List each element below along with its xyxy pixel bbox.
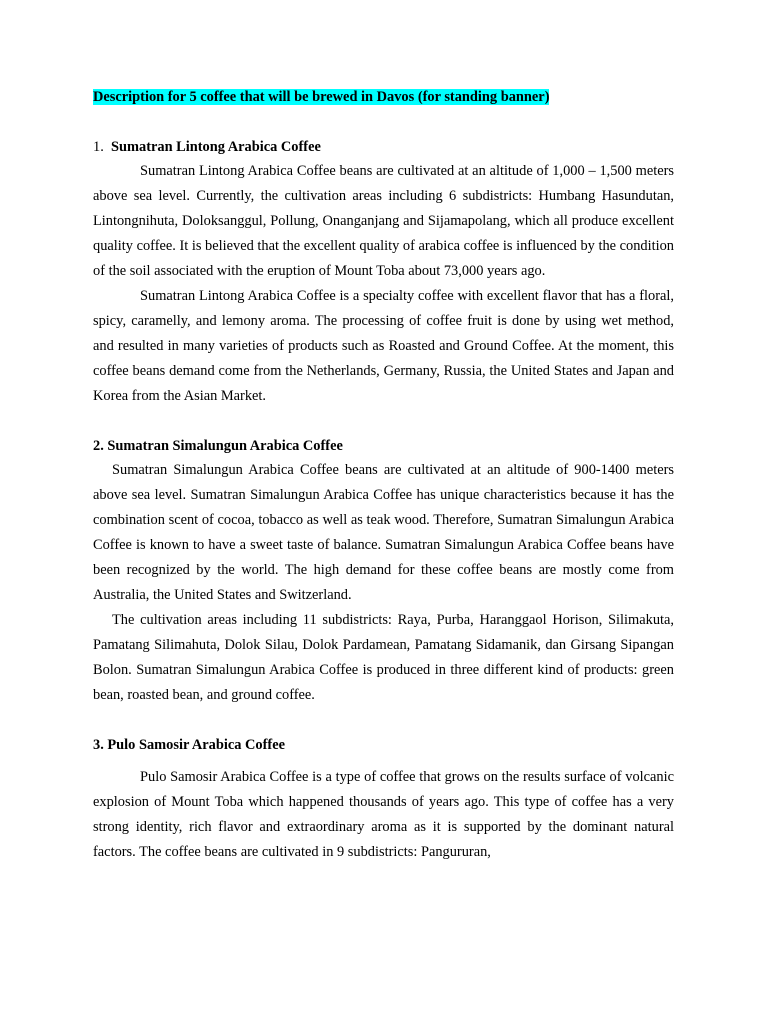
paragraph-lintong-1: Sumatran Lintong Arabica Coffee beans are cultivated at an altitude of 1,000 – 1,500 meters above sea level. Currently, the cultivation areas including 6 subdistricts: Humbang Hasundutan, Lintongnihuta, Doloksanggul, Pollung, Onanganjang and Sijamapolang, which all produce excellent quality coffee. It is believed that the excellent quality of arabica coffee is influenced by the condition of the soil associated with the eruption of Mount Toba about 73,000 years ago. [93, 163, 674, 279]
document-title [93, 87, 674, 107]
paragraph-simalungun-1: Sumatran Simalungun Arabica Coffee beans are cultivated at an altitude of 900-1400 meters above sea level. Sumatran Simalungun Arabica Coffee has unique characteristics because it has the combination scent of cocoa, tobacco as well as teak wood. Therefore, Sumatran Simalungun Arabica Coffee is known to have a sweet taste of balance. Sumatran Simalungun Arabica Coffee beans have been recognized by the world. The high demand for these coffee beans are mostly come from Australia, the United States and Switzerland. [93, 462, 674, 603]
highlighted-title-text: Description for 5 coffee that will be brewed in Davos (for standing banner) [93, 89, 550, 105]
section-title: Sumatran Lintong Arabica Coffee [111, 139, 321, 155]
section-number: 1. [93, 139, 104, 155]
paragraph-lintong-2: Sumatran Lintong Arabica Coffee is a specialty coffee with excellent flavor that has a floral, spicy, caramelly, and lemony aroma. The processing of coffee fruit is done by using wet method, and resulted in many varieties of products such as Roasted and Ground Coffee. At the moment, this coffee beans demand come from the Netherlands, Germany, Russia, the United States and Japan and Korea from the Asian Market. [93, 288, 674, 404]
section-heading-samosir: 3. Pulo Samosir Arabica Coffee [93, 737, 285, 753]
section-heading-simalungun: 2. Sumatran Simalungun Arabica Coffee [93, 438, 343, 454]
section-heading-lintong [93, 137, 674, 157]
document-page [93, 87, 674, 865]
paragraph-samosir-1: Pulo Samosir Arabica Coffee is a type of coffee that grows on the results surface of volcanic explosion of Mount Toba which happened thousands of years ago. This type of coffee has a very strong identity, rich flavor and extraordinary aroma as it is supported by the dominant natural factors. The coffee beans are cultivated in 9 subdistricts: Pangururan, [93, 769, 674, 860]
paragraph-simalungun-2: The cultivation areas including 11 subdistricts: Raya, Purba, Haranggaol Horison, Silimakuta, Pamatang Silimahuta, Dolok Silau, Dolok Pardamean, Pamatang Sidamanik, dan Girsang Sipangan Bolon. Sumatran Simalungun Arabica Coffee is produced in three different kind of products: green bean, roasted bean, and ground coffee. [93, 612, 674, 703]
